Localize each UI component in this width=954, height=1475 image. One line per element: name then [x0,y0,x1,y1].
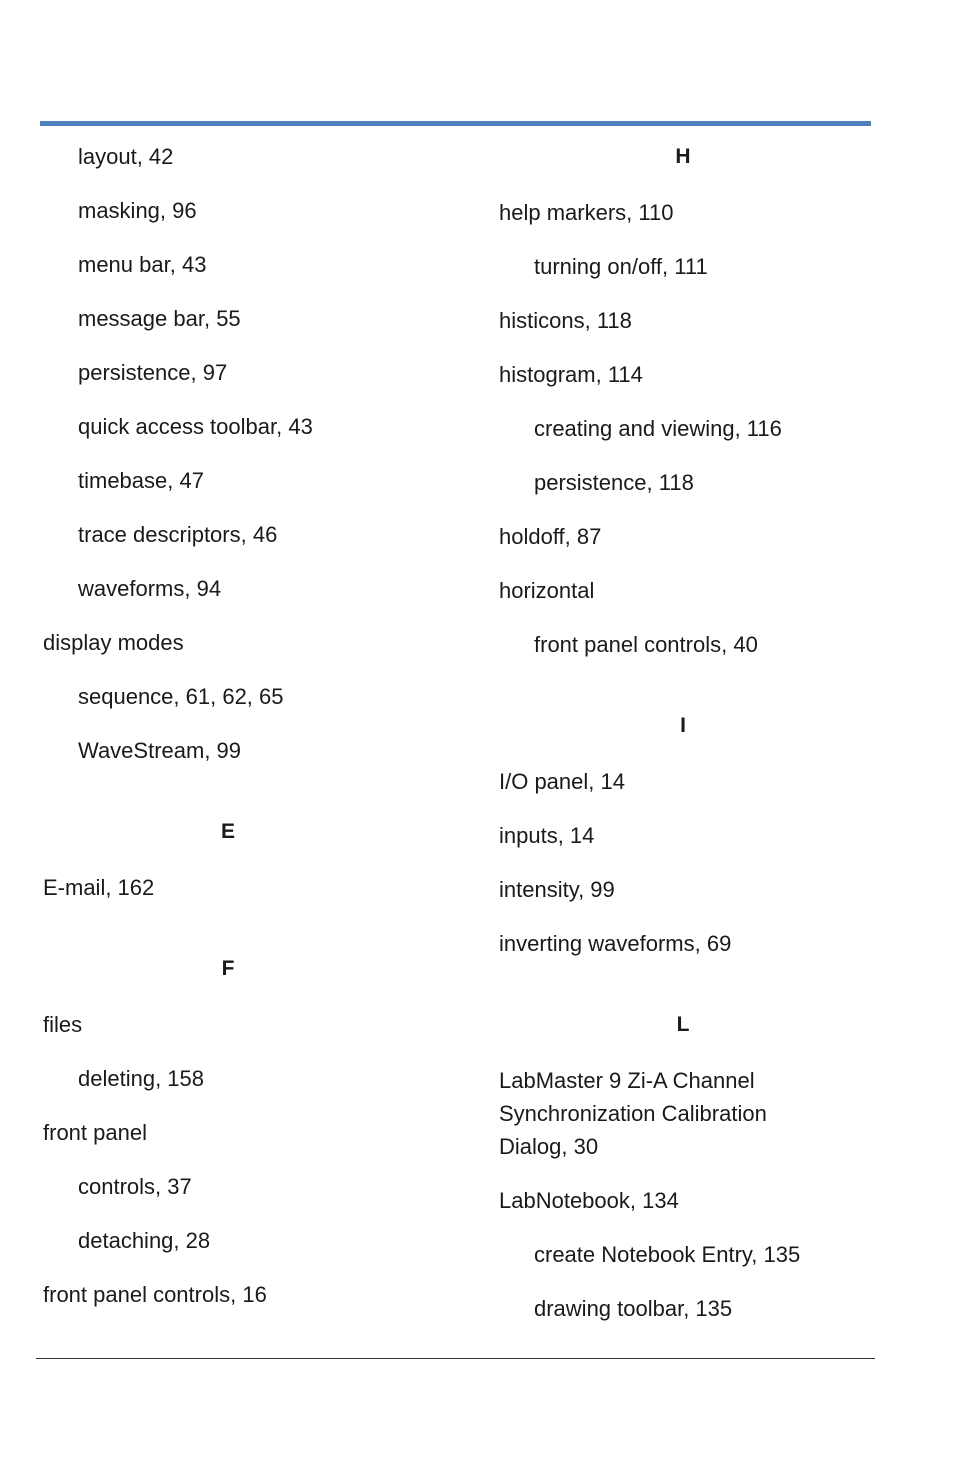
index-entry: display modes [43,630,184,655]
index-entry: controls, 37 [78,1174,192,1199]
index-entry: message bar, 55 [78,306,241,331]
index-entry: turning on/off, 111 [534,254,708,279]
header-rule [40,121,871,126]
index-entry: inputs, 14 [499,823,595,848]
index-entry: front panel controls, 40 [534,632,758,657]
index-column-left [43,140,413,1332]
index-entry: inverting waveforms, 69 [499,931,732,956]
index-entry: LabNotebook, 134 [499,1188,679,1213]
index-entry: masking, 96 [78,198,197,223]
index-entry: files [43,1012,83,1037]
index-entry: histicons, 118 [499,308,632,333]
index-entry: front panel controls, 16 [43,1282,267,1307]
footer-rule [36,1358,875,1359]
index-entry: persistence, 118 [534,470,694,495]
index-entry: layout, 42 [78,144,174,169]
index-entry: detaching, 28 [78,1228,211,1253]
index-entry: trace descriptors, 46 [78,522,278,547]
index-entry: histogram, 114 [499,362,643,387]
index-entry: menu bar, 43 [78,252,207,277]
index-entry: creating and viewing, 116 [534,416,782,441]
index-entry: sequence, 61, 62, 65 [78,684,284,709]
index-entry: E-mail, 162 [43,875,155,900]
section-letter-e: E [220,820,235,843]
index-entry: drawing toolbar, 135 [534,1296,733,1321]
section-letter-l: L [676,1013,690,1036]
index-entry: front panel [43,1120,147,1145]
index-entry: horizontal [499,578,595,603]
section-letter-i: I [680,714,686,737]
index-entry: create Notebook Entry, 135 [534,1242,801,1267]
index-entry: holdoff, 87 [499,524,602,549]
section-letter-f: F [221,957,235,980]
index-entry: WaveStream, 99 [78,738,242,763]
index-entry: deleting, 158 [78,1066,204,1091]
index-entry: quick access toolbar, 43 [78,414,313,439]
index-entry: waveforms, 94 [78,576,222,601]
index-entry: LabMaster 9 Zi-A Channel Synchronization Calibration Dialog, 30 [499,1068,767,1159]
index-entry: intensity, 99 [499,877,615,902]
index-entry: persistence, 97 [78,360,228,385]
index-entry: timebase, 47 [78,468,204,493]
index-entry: I/O panel, 14 [499,769,625,794]
index-entry: help markers, 110 [499,200,674,225]
index-column-right [499,140,869,1346]
section-letter-h: H [675,145,691,168]
